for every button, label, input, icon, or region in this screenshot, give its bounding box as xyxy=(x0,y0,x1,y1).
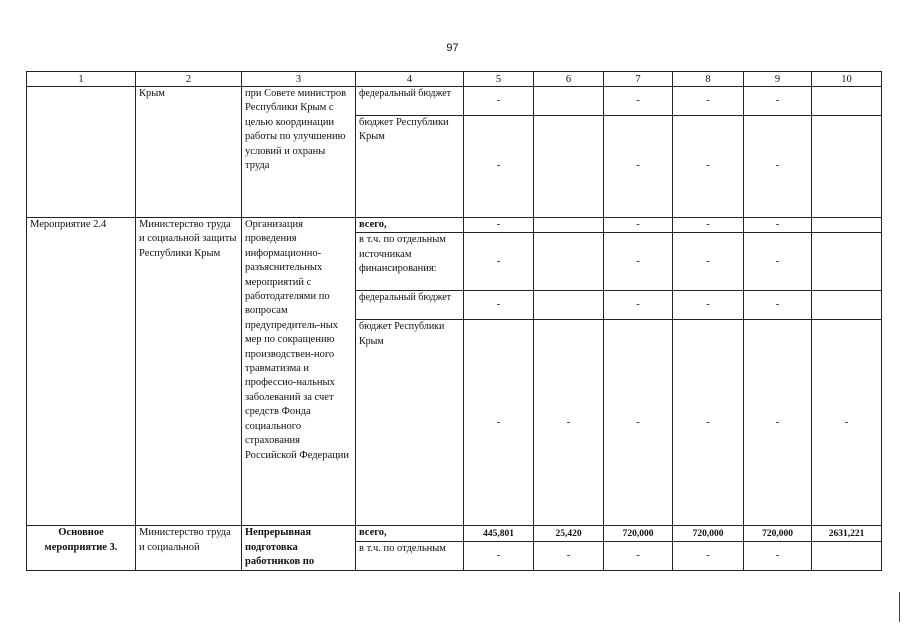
s3-r2-c9: - xyxy=(744,542,812,571)
s1-executor: Крым xyxy=(136,87,242,218)
s2-r1-c10 xyxy=(812,218,882,233)
s1-r1-c8: - xyxy=(673,87,744,116)
s2-r4-c8: - xyxy=(673,320,744,526)
s2-r2-c9: - xyxy=(744,233,812,291)
col-header-9: 9 xyxy=(744,72,812,87)
s3-r1-c5: 445,801 xyxy=(464,526,534,542)
col-header-8: 8 xyxy=(673,72,744,87)
s2-r2-c8: - xyxy=(673,233,744,291)
s2-r1-c6 xyxy=(534,218,604,233)
s2-r2-c5: - xyxy=(464,233,534,291)
s1-source-label: бюджет Республики Крым xyxy=(356,116,464,218)
s2-description: Организация проведения информационно-разъяснительных мероприятий с работодателями по вопросам предупредитель-ных мер по сокращению производствен-ного травматизма и профессио-нальных заболеваний за счет средств Фонда социального страхования Российской Федерации xyxy=(242,218,356,526)
s2-r1-c5: - xyxy=(464,218,534,233)
s2-measure-number: Мероприятие 2.4 xyxy=(27,218,136,526)
s3-r1-c7: 720,000 xyxy=(604,526,673,542)
s1-r1-c10 xyxy=(812,87,882,116)
s2-r4-c6: - xyxy=(534,320,604,526)
col-header-5: 5 xyxy=(464,72,534,87)
page-edge-divider xyxy=(899,592,900,622)
s2-source-label: всего, xyxy=(356,218,464,233)
col-header-7: 7 xyxy=(604,72,673,87)
s3-r1-c9: 720,000 xyxy=(744,526,812,542)
s2-r3-c8: - xyxy=(673,291,744,320)
s3-r2-c10 xyxy=(812,542,882,571)
table-row xyxy=(27,87,882,116)
s2-r1-c8: - xyxy=(673,218,744,233)
s2-r3-c10 xyxy=(812,291,882,320)
s2-r1-c9: - xyxy=(744,218,812,233)
s1-r1-c5: - xyxy=(464,87,534,116)
s1-r1-c9: - xyxy=(744,87,812,116)
s1-r1-c6 xyxy=(534,87,604,116)
s1-source-label: федеральный бюджет xyxy=(356,87,464,116)
s3-r2-c5: - xyxy=(464,542,534,571)
s3-r2-c8: - xyxy=(673,542,744,571)
col-header-3: 3 xyxy=(242,72,356,87)
header-row xyxy=(27,72,882,87)
s3-measure-number: Основное мероприятие 3. xyxy=(27,526,136,571)
s2-r2-c7: - xyxy=(604,233,673,291)
s1-r2-c8: - xyxy=(673,116,744,218)
s2-source-label: федеральный бюджет xyxy=(356,291,464,320)
s2-r3-c7: - xyxy=(604,291,673,320)
s2-r2-c10 xyxy=(812,233,882,291)
s3-r2-c6: - xyxy=(534,542,604,571)
s3-r2-c7: - xyxy=(604,542,673,571)
table-row xyxy=(27,526,882,542)
s2-r3-c9: - xyxy=(744,291,812,320)
s2-r4-c10: - xyxy=(812,320,882,526)
s3-executor: Министерство труда и социальной xyxy=(136,526,242,571)
budget-table xyxy=(26,71,882,571)
s2-r3-c5: - xyxy=(464,291,534,320)
s1-r2-c5: - xyxy=(464,116,534,218)
col-header-10: 10 xyxy=(812,72,882,87)
page-number: 97 xyxy=(446,42,459,54)
s1-r1-c7: - xyxy=(604,87,673,116)
s2-r1-c7: - xyxy=(604,218,673,233)
s3-r1-c10: 2631,221 xyxy=(812,526,882,542)
s1-r2-c7: - xyxy=(604,116,673,218)
s2-r4-c5: - xyxy=(464,320,534,526)
s3-r1-c6: 25,420 xyxy=(534,526,604,542)
s3-description: Непрерывная подготовка работников по xyxy=(242,526,356,571)
s2-source-label: в т.ч. по отдельным источникам финансирования: xyxy=(356,233,464,291)
s3-source-label: всего, xyxy=(356,526,464,542)
s2-r4-c7: - xyxy=(604,320,673,526)
s2-executor: Министерство труда и социальной защиты Республики Крым xyxy=(136,218,242,526)
col-header-4: 4 xyxy=(356,72,464,87)
col-header-6: 6 xyxy=(534,72,604,87)
s2-r2-c6 xyxy=(534,233,604,291)
s3-r1-c8: 720,000 xyxy=(673,526,744,542)
col-header-2: 2 xyxy=(136,72,242,87)
s2-source-label: бюджет Республики Крым xyxy=(356,320,464,526)
s1-r2-c6 xyxy=(534,116,604,218)
s1-col1 xyxy=(27,87,136,218)
col-header-1: 1 xyxy=(27,72,136,87)
s1-r2-c9: - xyxy=(744,116,812,218)
s3-source-label: в т.ч. по отдельным xyxy=(356,542,464,571)
s2-r4-c9: - xyxy=(744,320,812,526)
s2-r3-c6 xyxy=(534,291,604,320)
s1-description: при Совете министров Республики Крым с целью координации работы по улучшению условий и охраны труда xyxy=(242,87,356,218)
s1-r2-c10 xyxy=(812,116,882,218)
table-row xyxy=(27,218,882,233)
